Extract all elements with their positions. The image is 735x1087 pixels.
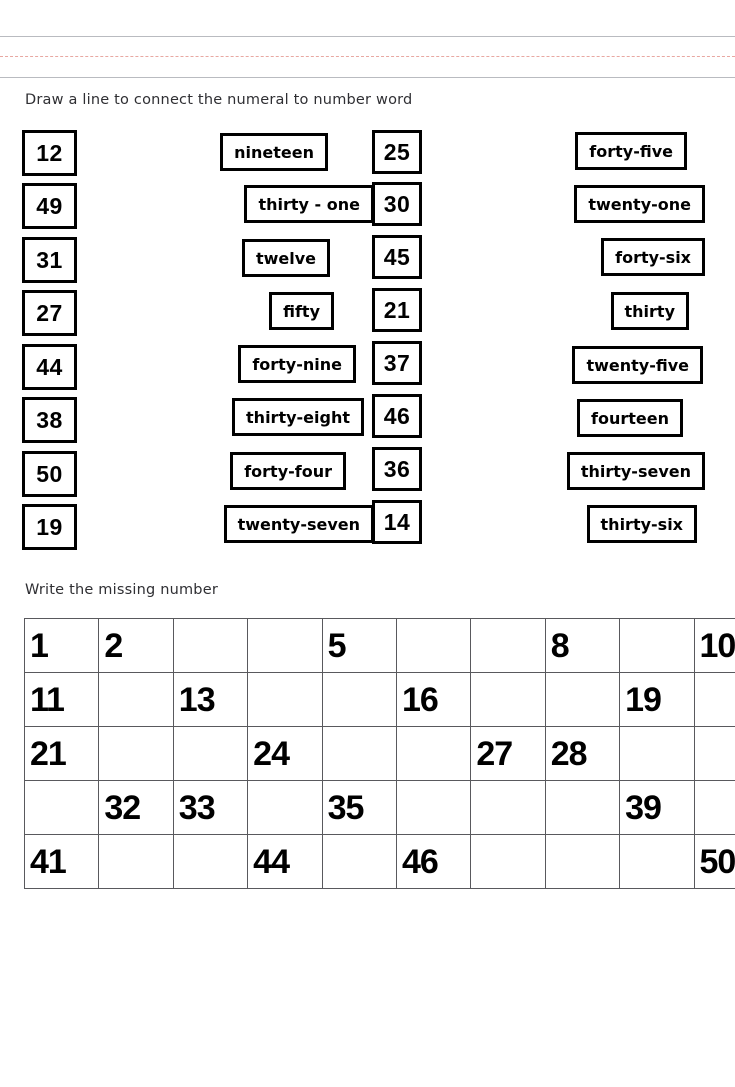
number-word-label: twelve (255, 248, 316, 268)
number-word-box[interactable] (587, 505, 697, 543)
number-word-box[interactable] (238, 345, 356, 383)
grid-cell-blank[interactable] (471, 619, 545, 673)
number-word-label: fifty (283, 301, 320, 321)
number-word-label: thirty (624, 301, 675, 321)
numeral-box[interactable] (372, 341, 422, 385)
grid-cell-blank[interactable] (471, 781, 545, 835)
numeral-box[interactable] (22, 397, 77, 443)
numeral-box[interactable] (22, 290, 77, 336)
grid-cell-blank[interactable] (471, 835, 545, 889)
number-word-label: forty-nine (252, 354, 342, 374)
number-word-box[interactable] (244, 185, 374, 223)
numeral-box[interactable] (22, 344, 77, 390)
number-word-box[interactable] (572, 346, 703, 384)
matching-instruction: Draw a line to connect the numeral to number word (25, 92, 413, 108)
number-word-box[interactable] (220, 133, 328, 171)
grid-row (25, 781, 735, 835)
matching-activity (0, 130, 735, 555)
grid-cell-blank[interactable] (248, 619, 322, 673)
number-word-label: twenty-five (586, 355, 689, 375)
grid-cell-blank[interactable] (396, 619, 470, 673)
number-word-box[interactable] (242, 239, 330, 277)
numeral-value: 14 (383, 508, 411, 535)
grid-cell-filled[interactable]: 10 (694, 619, 735, 673)
grid-cell-filled[interactable]: 35 (322, 781, 396, 835)
missing-number-instruction: Write the missing number (25, 582, 218, 598)
grid-cell-filled[interactable]: 5 (322, 619, 396, 673)
grid-cell-filled[interactable]: 28 (545, 727, 619, 781)
numeral-box[interactable] (372, 394, 422, 438)
grid-cell-filled[interactable]: 13 (173, 673, 247, 727)
grid-cell-filled[interactable]: 16 (396, 673, 470, 727)
grid-cell-blank[interactable] (471, 673, 545, 727)
numeral-box[interactable] (372, 235, 422, 279)
number-word-box[interactable] (230, 452, 346, 490)
rule-line-bottom (0, 77, 735, 78)
numeral-box[interactable] (372, 130, 422, 174)
grid-cell-blank[interactable] (99, 835, 173, 889)
grid-row (25, 619, 735, 673)
grid-row (25, 835, 735, 889)
numeral-value: 45 (383, 243, 411, 270)
number-word-label: forty-four (244, 461, 332, 481)
grid-cell-blank[interactable] (545, 835, 619, 889)
grid-cell-blank[interactable] (396, 727, 470, 781)
missing-number-grid-wrapper (24, 618, 735, 889)
number-word-box[interactable] (224, 505, 374, 543)
handwriting-rule-block (0, 36, 735, 78)
grid-cell-filled[interactable]: 24 (248, 727, 322, 781)
grid-cell-blank[interactable] (620, 619, 694, 673)
grid-cell-blank[interactable] (694, 673, 735, 727)
grid-cell-filled[interactable]: 44 (248, 835, 322, 889)
grid-cell-blank[interactable] (694, 781, 735, 835)
numeral-value: 50 (36, 460, 63, 487)
grid-cell-blank[interactable] (322, 727, 396, 781)
numeral-box[interactable] (372, 500, 422, 544)
numeral-box[interactable] (22, 237, 77, 283)
grid-cell-blank[interactable] (173, 835, 247, 889)
numeral-value: 25 (383, 138, 411, 165)
numeral-value: 37 (383, 349, 411, 376)
grid-cell-blank[interactable] (620, 727, 694, 781)
number-word-label: thirty-seven (580, 461, 691, 481)
numeral-box[interactable] (22, 504, 77, 550)
grid-cell-blank[interactable] (322, 835, 396, 889)
number-word-label: forty-five (589, 141, 673, 161)
grid-cell-blank[interactable] (694, 727, 735, 781)
number-word-label: thirty-eight (246, 407, 350, 427)
grid-cell-blank[interactable] (620, 835, 694, 889)
grid-cell-blank[interactable] (545, 781, 619, 835)
grid-cell-blank[interactable] (99, 673, 173, 727)
number-word-box[interactable] (575, 132, 687, 170)
numeral-value: 31 (36, 246, 63, 273)
numeral-box[interactable] (372, 288, 422, 332)
grid-row (25, 727, 735, 781)
grid-cell-filled[interactable]: 21 (25, 727, 99, 781)
number-word-box[interactable] (269, 292, 334, 330)
grid-cell-blank[interactable] (248, 673, 322, 727)
missing-number-grid (24, 618, 735, 889)
grid-cell-blank[interactable] (173, 619, 247, 673)
grid-cell-filled[interactable]: 19 (620, 673, 694, 727)
grid-cell-filled[interactable]: 27 (471, 727, 545, 781)
grid-cell-filled[interactable]: 50 (694, 835, 735, 889)
grid-cell-blank[interactable] (173, 727, 247, 781)
numeral-value: 27 (36, 299, 63, 326)
number-word-label: thirty - one (258, 194, 360, 214)
number-word-box[interactable] (577, 399, 683, 437)
numeral-box[interactable] (372, 447, 422, 491)
grid-cell-filled[interactable]: 1 (25, 619, 99, 673)
numeral-value: 46 (383, 402, 411, 429)
numeral-value: 49 (36, 192, 63, 219)
number-word-box[interactable] (611, 292, 690, 330)
grid-cell-blank[interactable] (25, 781, 99, 835)
numeral-value: 44 (36, 353, 63, 380)
grid-cell-filled[interactable]: 8 (545, 619, 619, 673)
number-word-label: twenty-one (588, 194, 691, 214)
numeral-value: 19 (36, 513, 63, 540)
numeral-value: 21 (383, 296, 411, 323)
number-word-box[interactable] (232, 398, 364, 436)
numeral-box[interactable] (372, 182, 422, 226)
number-word-label: nineteen (234, 142, 314, 162)
number-word-box[interactable] (601, 238, 705, 276)
numeral-value: 30 (383, 190, 411, 217)
grid-cell-filled[interactable]: 2 (99, 619, 173, 673)
rule-line-top (0, 36, 735, 37)
numeral-box[interactable] (22, 183, 77, 229)
grid-cell-filled[interactable]: 32 (99, 781, 173, 835)
grid-cell-blank[interactable] (396, 781, 470, 835)
numeral-box[interactable] (22, 130, 77, 176)
number-word-box[interactable] (574, 185, 705, 223)
numeral-value: 12 (36, 139, 63, 166)
rule-line-dotted-midline (0, 56, 735, 57)
number-word-label: fourteen (591, 408, 669, 428)
number-word-label: thirty-six (600, 514, 683, 534)
number-word-label: forty-six (615, 247, 691, 267)
grid-cell-filled[interactable]: 46 (396, 835, 470, 889)
grid-cell-blank[interactable] (322, 673, 396, 727)
grid-cell-filled[interactable]: 39 (620, 781, 694, 835)
grid-cell-filled[interactable]: 11 (25, 673, 99, 727)
numeral-box[interactable] (22, 451, 77, 497)
number-word-box[interactable] (567, 452, 705, 490)
numeral-value: 36 (383, 455, 411, 482)
grid-cell-blank[interactable] (99, 727, 173, 781)
grid-cell-filled[interactable]: 41 (25, 835, 99, 889)
number-word-label: twenty-seven (237, 514, 360, 534)
grid-cell-filled[interactable]: 33 (173, 781, 247, 835)
grid-row (25, 673, 735, 727)
grid-cell-blank[interactable] (248, 781, 322, 835)
grid-cell-blank[interactable] (545, 673, 619, 727)
numeral-value: 38 (36, 406, 63, 433)
